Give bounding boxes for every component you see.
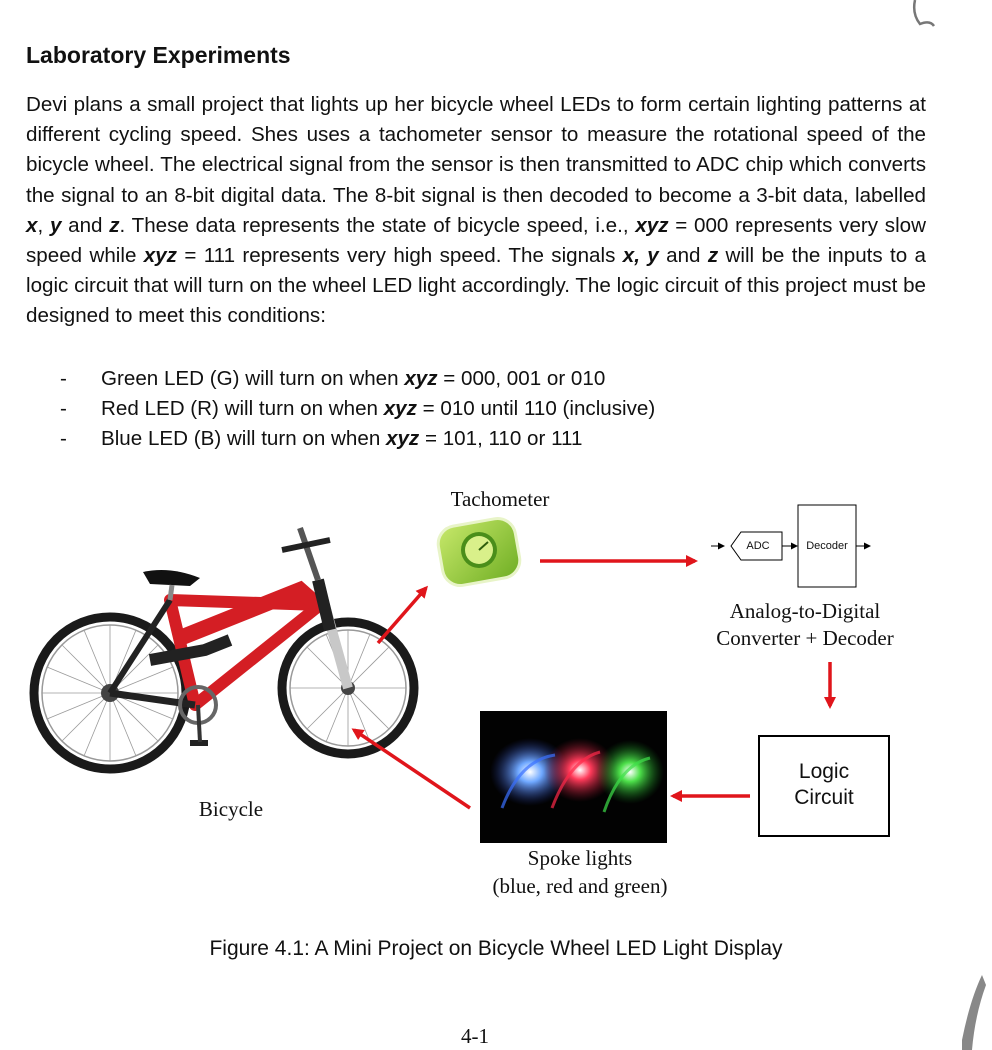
adc-label-line1: Analog-to-Digital — [729, 599, 881, 623]
variable-text: z — [707, 244, 719, 268]
logic-label-line1: Logic — [798, 760, 850, 783]
page-number: 4-1 — [461, 1024, 489, 1048]
paragraph-text: . These data represents the state of bicycle speed, i.e., — [119, 213, 636, 237]
bicycle-label: Bicycle — [198, 797, 264, 821]
arrow-spoke-to-wheel — [354, 730, 470, 808]
spoke-lights-image — [480, 711, 667, 843]
paragraph-text: will be the inputs to a logic circuit that will turn on the wheel LED light accordingly. The logic circuit of this project must be designed to meet this conditions: — [26, 244, 927, 328]
paragraph-text: = 111 represents very high speed. The signals — [176, 244, 623, 268]
scan-mark-bottom — [962, 975, 986, 1050]
condition-value: = 000, 001 or 010 — [437, 367, 606, 390]
paragraph-text: and — [61, 213, 110, 237]
adc-label-line2: Converter + Decoder — [716, 626, 894, 650]
variable-text: z — [109, 213, 120, 237]
section-heading: Laboratory Experiments — [26, 42, 291, 68]
paragraph-text: and — [658, 244, 708, 268]
arrow-wheel-to-tach — [378, 588, 426, 643]
condition-text: Green LED (G) will turn on when — [101, 367, 405, 390]
bullet-dash: - — [60, 427, 67, 450]
paragraph-text: = 000 represents very slow speed while — [26, 213, 926, 268]
variable-text: x — [26, 213, 38, 237]
variable-text: x, y — [622, 244, 659, 268]
condition-text: Blue LED (B) will turn on when — [101, 427, 387, 450]
tachometer-icon — [435, 516, 522, 589]
decoder-box-label: Decoder — [806, 540, 848, 552]
condition-value: = 010 until 110 (inclusive) — [416, 397, 656, 420]
variable-text: xyz — [143, 244, 177, 268]
variable-text: xyz — [635, 213, 669, 237]
logic-label-line2: Circuit — [794, 786, 854, 809]
condition-value: = 101, 110 or 111 — [419, 427, 583, 450]
condition-text: Red LED (R) will turn on when — [101, 397, 384, 420]
bullet-dash: - — [60, 367, 67, 390]
variable-text: xyz — [404, 367, 438, 390]
tachometer-label: Tachometer — [450, 487, 550, 511]
figure-caption: Figure 4.1: A Mini Project on Bicycle Wheel LED Light Display — [209, 937, 783, 960]
spoke-label-line2: (blue, red and green) — [492, 874, 668, 898]
paragraph-text: Devi plans a small project that lights up her bicycle wheel LEDs to form certain lighting patterns at different cycling speed. Shes uses a tachometer sensor to measure the rotational speed of the bicycle wheel. The electrical signal from the sensor is then transmitted to ADC chip which converts the signal to an 8-bit digital data. The 8-bit signal is then decoded to become a 3-bit data, labelled — [26, 93, 926, 207]
spoke-label-line1: Spoke lights — [527, 846, 633, 870]
variable-text: xyz — [383, 397, 417, 420]
variable-text: y — [49, 213, 62, 237]
variable-text: xyz — [386, 427, 420, 450]
scan-mark-top — [914, 0, 934, 26]
paragraph-text: , — [37, 213, 50, 237]
bullet-dash: - — [60, 397, 67, 420]
adc-box-label: ADC — [746, 540, 770, 552]
